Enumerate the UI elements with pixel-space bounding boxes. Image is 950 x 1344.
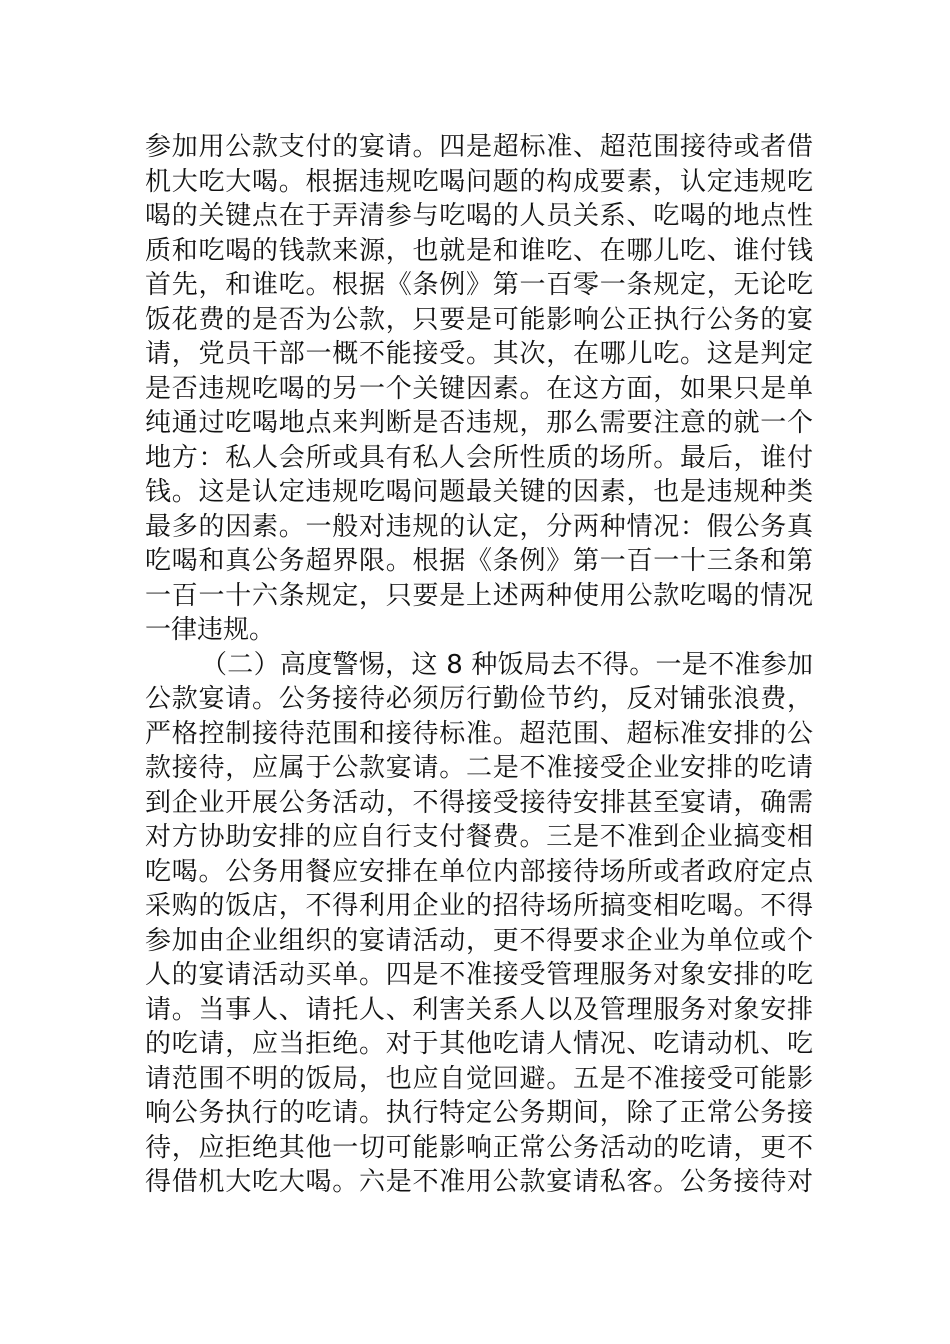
text-line: 一百一十六条规定，只要是上述两种使用公款吃喝的情况 — [145, 580, 813, 611]
body-text — [145, 130, 813, 1200]
text-line: 钱。这是认定违规吃喝问题最关键的因素，也是违规种类 — [145, 477, 813, 507]
text-line: 待，应拒绝其他一切可能影响正常公务活动的吃请，更不 — [145, 1132, 813, 1163]
text-line: 是否违规吃喝的另一个关键因素。在这方面，如果只是单 — [145, 373, 813, 404]
text-line: 一律违规。 — [145, 615, 276, 645]
text-line: 到企业开展公务活动，不得接受接待安排甚至宴请，确需 — [145, 787, 813, 818]
text-line: 严格控制接待范围和接待标准。超范围、超标准安排的公 — [145, 718, 813, 749]
text-line: 机大吃大喝。根据违规吃喝问题的构成要素，认定违规吃 — [145, 166, 813, 197]
text-line: 公款宴请。公务接待必须厉行勤俭节约，反对铺张浪费， — [145, 684, 813, 714]
text-line: 参加由企业组织的宴请活动，更不得要求企业为单位或个 — [145, 925, 813, 956]
text-line: 首先，和谁吃。根据《条例》第一百零一条规定，无论吃 — [145, 270, 813, 300]
text-line: 喝的关键点在于弄清参与吃喝的人员关系、吃喝的地点性 — [145, 201, 813, 231]
text-line: 纯通过吃喝地点来判断是否违规，那么需要注意的就一个 — [145, 408, 813, 438]
text-line: 饭花费的是否为公款，只要是可能影响公正执行公务的宴 — [145, 304, 813, 335]
text-line: 参加用公款支付的宴请。四是超标准、超范围接待或者借 — [145, 132, 813, 162]
text-line: 人的宴请活动买单。四是不准接受管理服务对象安排的吃 — [145, 960, 813, 990]
text-line: 得借机大吃大喝。六是不准用公款宴请私客。公务接待对 — [145, 1167, 813, 1197]
text-line: 采购的饭店，不得利用企业的招待场所搞变相吃喝。不得 — [145, 891, 813, 921]
text-line: 款接待，应属于公款宴请。二是不准接受企业安排的吃请 — [145, 753, 813, 783]
text-line: 吃喝和真公务超界限。根据《条例》第一百一十三条和第 — [145, 546, 813, 576]
text-line: 地方：私人会所或具有私人会所性质的场所。最后，谁付 — [145, 442, 813, 473]
text-line: 吃喝。公务用餐应安排在单位内部接待场所或者政府定点 — [145, 856, 813, 887]
text-line: 请，党员干部一概不能接受。其次，在哪儿吃。这是判定 — [145, 339, 813, 369]
text-line: 的吃请，应当拒绝。对于其他吃请人情况、吃请动机、吃 — [145, 1029, 813, 1059]
section-heading-line: （二）高度警惕，这 8 种饭局去不得。一是不准参加 — [201, 649, 813, 680]
text-line: 最多的因素。一般对违规的认定，分两种情况：假公务真 — [145, 511, 813, 542]
text-line: 质和吃喝的钱款来源，也就是和谁吃、在哪儿吃、谁付钱 — [145, 235, 813, 266]
text-line: 响公务执行的吃请。执行特定公务期间，除了正常公务接 — [145, 1098, 813, 1128]
text-line: 对方协助安排的应自行支付餐费。三是不准到企业搞变相 — [145, 822, 813, 852]
text-line: 请范围不明的饭局，也应自觉回避。五是不准接受可能影 — [145, 1063, 813, 1094]
text-line: 请。当事人、请托人、利害关系人以及管理服务对象安排 — [145, 994, 813, 1025]
